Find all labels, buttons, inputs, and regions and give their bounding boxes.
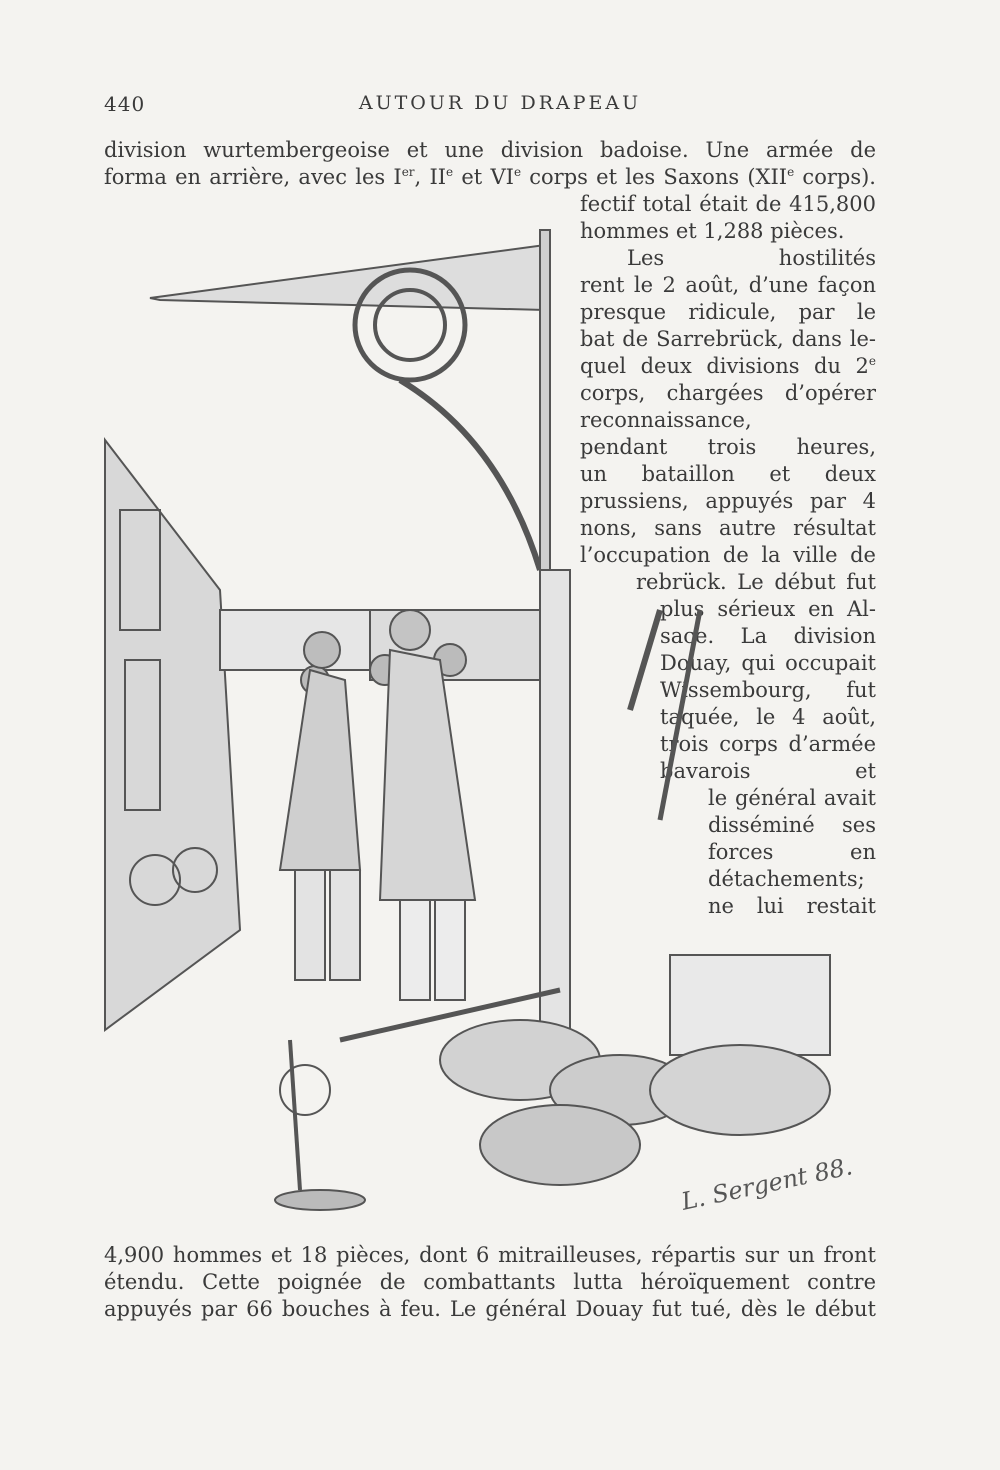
column-line: plus sérieux en Al-	[660, 597, 876, 621]
column-line: pendant trois heures,	[580, 435, 876, 459]
column-line: Wissembourg, fut	[660, 678, 876, 702]
column-line: bavarois et	[660, 759, 876, 783]
column-line: bat de Sarrebrück, dans le-	[580, 327, 876, 351]
column-line: le général avait	[708, 786, 876, 810]
column-line: rebrück. Le début fut	[636, 570, 876, 594]
page-number: 440	[104, 92, 146, 116]
column-line: détachements;	[708, 867, 865, 891]
column-line: fectif total était de 415,800	[580, 192, 876, 216]
column-line: sace. La division	[660, 624, 876, 648]
text-line: 4,900 hommes et 18 pièces, dont 6 mitrailleuses, répartis sur un front	[104, 1243, 876, 1267]
artist-signature: L. Sergent 88.	[678, 1152, 855, 1216]
column-line: ne lui restait	[708, 894, 876, 918]
column-line: rent le 2 août, d’une façon	[580, 273, 876, 297]
column-line: trois corps d’armée	[660, 732, 876, 756]
column-line: quel deux divisions du 2e	[580, 354, 876, 378]
column-line: prussiens, appuyés par 4	[580, 489, 876, 513]
column-line: l’occupation de la ville de	[580, 543, 876, 567]
text-line-2: forma en arrière, avec les Ier, IIe et VIe corps et les Saxons (XIIe corps).	[104, 165, 876, 189]
railway-platform-illustration	[100, 210, 880, 1220]
column-line: corps, chargées d’opérer	[580, 381, 876, 405]
column-line: nons, sans autre résultat	[580, 516, 876, 540]
column-line: Douay, qui occupait	[660, 651, 876, 675]
column-line: presque ridicule, par le	[580, 300, 876, 324]
column-line: un bataillon et deux	[580, 462, 876, 486]
column-line: hommes et 1,288 pièces.	[580, 219, 845, 243]
column-line: Les hostilités	[627, 246, 876, 270]
column-line: reconnaissance,	[580, 408, 752, 432]
column-line: disséminé ses	[708, 813, 876, 837]
page-header	[0, 92, 1000, 122]
column-line: forces en	[708, 840, 876, 864]
text-line: étendu. Cette poignée de combattants lutta héroïquement contre	[104, 1270, 876, 1294]
text-line-1: division wurtembergeoise et une division badoise. Une armée de	[104, 138, 876, 162]
text-line: appuyés par 66 bouches à feu. Le général Douay fut tué, dès le début	[104, 1297, 876, 1321]
running-title: AUTOUR DU DRAPEAU	[358, 92, 642, 114]
column-line: taquée, le 4 août,	[660, 705, 876, 729]
